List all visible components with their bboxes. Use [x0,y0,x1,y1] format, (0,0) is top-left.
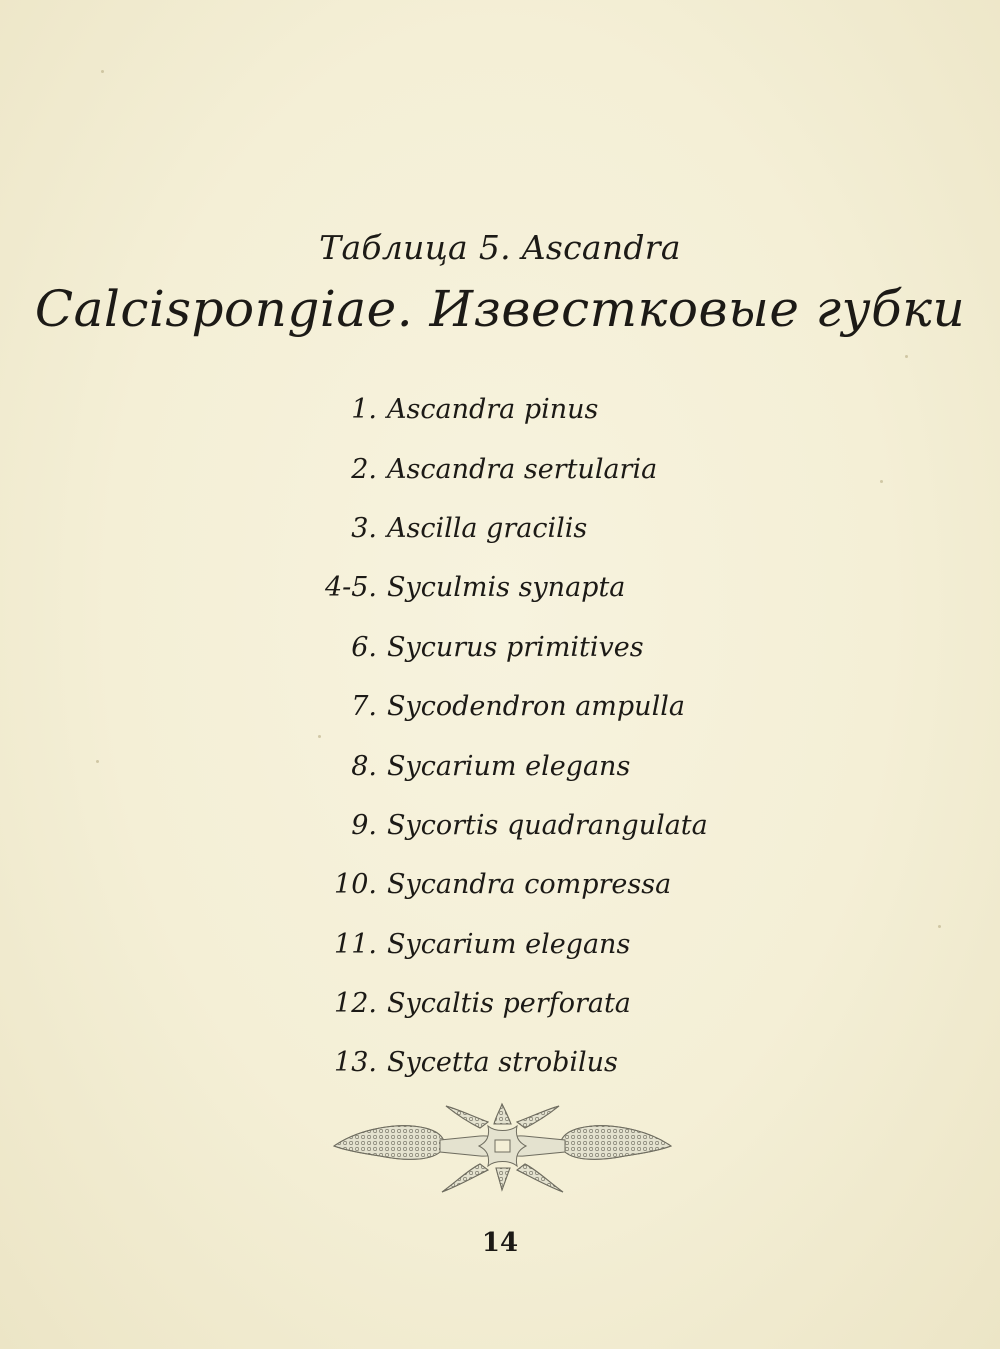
list-item [300,855,760,914]
list-item [300,677,760,736]
list-item [300,439,760,498]
list-item [300,915,760,974]
paper-speck [101,70,104,73]
species-name: Sycaltis perforata [387,988,631,1020]
plate-subtitle: Таблица 5. Ascandra [319,228,681,267]
species-number: 4-5. [324,572,377,604]
paper-speck [938,925,941,928]
list-item [300,974,760,1033]
species-name: Sycetta strobilus [387,1047,618,1079]
species-number: 3. [351,512,377,544]
list-item [300,558,760,617]
species-name: Ascandra sertularia [387,453,658,485]
page-number: 14 [481,1228,519,1258]
paper-speck [905,355,908,358]
species-number: 7. [351,691,377,723]
species-number: 2. [351,453,377,485]
species-number: 12. [334,988,377,1020]
species-list [300,380,760,1093]
list-item [300,736,760,795]
species-name: Sycarium elegans [387,928,631,960]
sponge-spicule-ornament-icon [330,1098,675,1198]
species-number: 13. [334,1047,377,1079]
species-name: Sycarium elegans [387,750,631,782]
list-item [300,796,760,855]
list-item [300,1033,760,1092]
species-name: Sycortis quadrangulata [387,809,708,841]
species-number: 8. [351,750,377,782]
paper-speck [96,760,99,763]
list-item [300,499,760,558]
list-item [300,618,760,677]
species-number: 11. [334,928,377,960]
species-name: Syculmis synapta [387,572,626,604]
page-title: Calcispongiae. Известковые губки [34,280,966,338]
species-name: Sycodendron ampulla [387,691,685,723]
species-name: Sycandra compressa [387,869,672,901]
paper-speck [880,480,883,483]
species-name: Ascandra pinus [387,394,599,426]
species-name: Sycurus primitives [387,631,644,663]
species-number: 1. [351,394,377,426]
species-number: 6. [351,631,377,663]
species-number: 10. [334,869,377,901]
list-item [300,380,760,439]
species-name: Ascilla gracilis [387,512,588,544]
species-number: 9. [351,809,377,841]
